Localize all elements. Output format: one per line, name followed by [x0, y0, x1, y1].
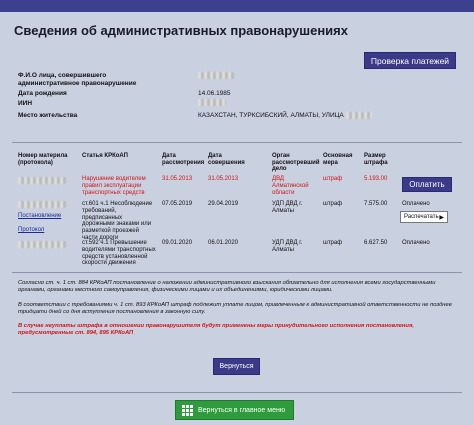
- top-bar: [0, 0, 474, 12]
- col-header-review-date: Дата рассмотрения: [162, 153, 205, 166]
- note-warning: В случае неуплаты штрафа в отношении правонарушителя будут применены меры принудительного исполнения постановления, предусмотренные ст. 894, 895 КРКоАП: [18, 323, 414, 336]
- address-label: Место жительства: [18, 112, 78, 119]
- col-header-organ: Орган рассмотревший дело: [272, 153, 320, 172]
- print-button[interactable]: [400, 211, 448, 223]
- print-button-label: Распечатать: [404, 214, 439, 220]
- main-menu-label: Вернуться в главное меню: [198, 406, 286, 414]
- section-divider: [12, 142, 462, 143]
- pay-button[interactable]: Оплатить: [402, 177, 452, 192]
- row-measure: штраф: [323, 240, 343, 246]
- row-status: Оплачено: [402, 201, 430, 207]
- iin-label: ИИН: [18, 100, 33, 107]
- protocol-number: [18, 241, 66, 249]
- name-label: Ф.И.О лица, совершившего административное правонарушение: [18, 72, 137, 87]
- protocol-number: [18, 201, 66, 209]
- row-review-date: 09.01.2020: [162, 240, 193, 246]
- row-violation-date: 31.05.2013: [208, 176, 239, 182]
- row-status: Оплачено: [402, 240, 430, 246]
- address-value: КАЗАХСТАН, ТУРКСИБСКИЙ, АЛМАТЫ, УЛИЦА: [198, 112, 372, 119]
- birth-label: Дата рождения: [18, 90, 67, 97]
- row-fine: 6.627.50: [364, 240, 388, 246]
- row-organ: УДП ДВД г. Алматы: [272, 240, 303, 253]
- page-title: Сведения об административных правонарушениях: [14, 23, 348, 38]
- row-article: ст.592 ч.1 Превышение водителями транспортных средств установленной скорости движения: [82, 240, 156, 267]
- row-violation-date: 06.01.2020: [208, 240, 239, 246]
- check-payments-button[interactable]: Проверка платежей: [364, 52, 456, 69]
- row-violation-date: 29.04.2019: [208, 201, 239, 207]
- birth-value: 14.06.1985: [198, 90, 231, 97]
- protocol-link[interactable]: Протокол: [18, 227, 45, 233]
- col-header-number: Номер материла (протокола): [18, 153, 68, 166]
- protocol-number: [18, 177, 66, 185]
- name-value: [198, 72, 234, 79]
- row-review-date: 31.05.2013: [162, 176, 193, 182]
- row-article: ст.601 ч.1 Несоблюдение требований, предписанных дорожными знаками или разметкой проезжей части дороги: [82, 201, 153, 241]
- row-review-date: 07.05.2019: [162, 201, 193, 207]
- iin-value: [198, 99, 226, 106]
- row-organ: ДВД Алматинской области: [272, 176, 309, 196]
- row-measure: штраф: [323, 201, 343, 207]
- col-header-fine: Размер штрафа: [364, 153, 388, 166]
- row-fine: 5.193.00: [364, 176, 388, 182]
- row-fine: 7.575.00: [364, 201, 388, 207]
- chevron-right-icon: ▶: [439, 214, 444, 221]
- back-button[interactable]: Вернуться: [213, 358, 260, 375]
- notes-divider: [12, 272, 462, 273]
- row-organ: УДП ДВД г. Алматы: [272, 201, 303, 214]
- footer-divider: [12, 392, 462, 393]
- note-enforcement: Согласно ст. ч. 1 ст. 884 КРКоАП постановление о наложении административного взыскания обязательно для исполнения всеми государственными органами, органами местного самоуправления, физическими лицами и их объединениями, юридическими лицами.: [18, 280, 436, 293]
- note-payment-deadline: В соответствии с требованиями ч. 1 ст. 893 КРКоАП штраф подлежит уплате лицом, привлеченным к административной ответственности не позднее тридцати дней со дня вступления постановления в законную силу.: [18, 302, 452, 315]
- row-measure: штраф: [323, 176, 343, 182]
- col-header-violation-date: Дата совершения: [208, 153, 245, 166]
- col-header-article: Статья КРКоАП: [82, 153, 128, 159]
- grid-menu-icon: [182, 405, 193, 416]
- col-header-measure: Основная мера: [323, 153, 353, 166]
- resolution-link[interactable]: Постановление: [18, 213, 62, 219]
- main-menu-button[interactable]: [175, 400, 294, 420]
- row-article: Нарушение водителем правил эксплуатации транспортных средств: [82, 176, 146, 196]
